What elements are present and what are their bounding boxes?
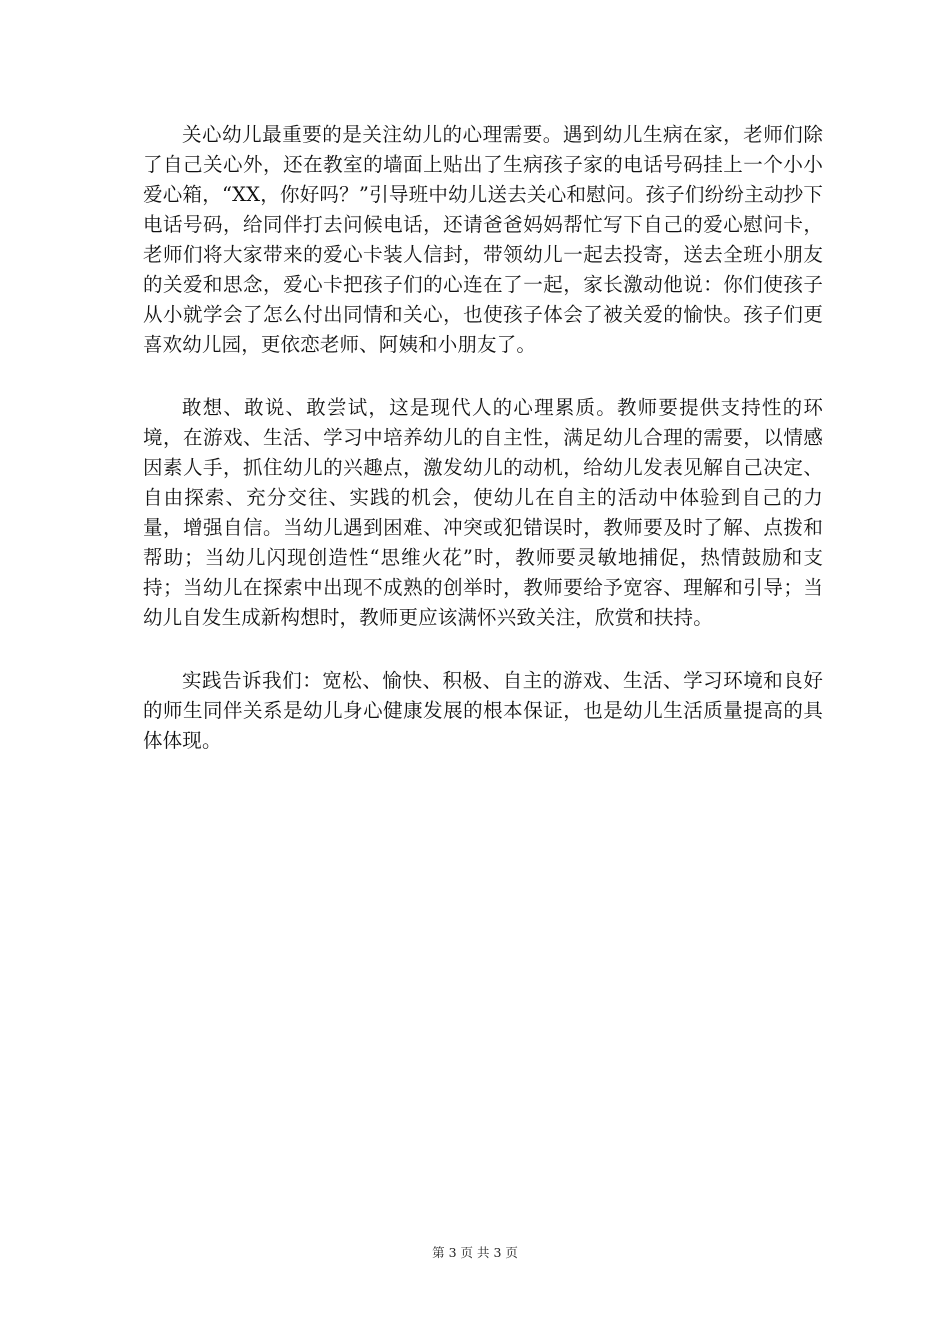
paragraph-care: 关心幼儿最重要的是关注幼儿的心理需要。遇到幼儿生病在家，老师们除了自己关心外，还在教室的墙面上贴出了生病孩子家的电话号码挂上一个小小爱心箱，“XX，你好吗？”引导班中幼儿送去关心和慰问。孩子们纷纷主动抄下电话号码，给同伴打去问候电话，还请爸爸妈妈帮忙写下自己的爱心慰问卡，老师们将大家带来的爱心卡装人信封，带领幼儿一起去投寄，送去全班小朋友的关爱和思念，爱心卡把孩子们的心连在了一起，家长激动他说：你们使孩子从小就学会了怎么付出同情和关心，也使孩子体会了被关爱的愉快。孩子们更喜欢幼儿园，更依恋老师、阿姨和小朋友了。 (143, 123, 823, 356)
paragraph-autonomy: 敢想、敢说、敢尝试，这是现代人的心理累质。教师要提供支持性的环境，在游戏、生活、学习中培养幼儿的自主性，满足幼儿合理的需要，以情感因素人手，抓住幼儿的兴趣点，激发幼儿的动机，给幼儿发表见解自己决定、自由探索、充分交往、实践的机会，使幼儿在自主的活动中体验到自己的力量，增强自信。当幼儿遇到困难、冲突或犯错误时，教师要及时了解、点拨和帮助；当幼儿闪现创造性“思维火花”时，教师要灵敏地捕促，热情鼓励和支持；当幼儿在探索中出现不成熟的创举时，教师要给予宽容、理解和引导；当幼儿自发生成新构想时，教师更应该满怀兴致关注，欣赏和扶持。 (143, 396, 823, 629)
paragraph-conclusion: 实践告诉我们：宽松、愉快、积极、自主的游戏、生活、学习环境和良好的师生同伴关系是幼儿身心健康发展的根本保证，也是幼儿生活质量提高的具体体现。 (143, 669, 823, 752)
page-number-footer: 第 3 页 共 3 页 (432, 1245, 518, 1260)
document-body (143, 120, 823, 789)
